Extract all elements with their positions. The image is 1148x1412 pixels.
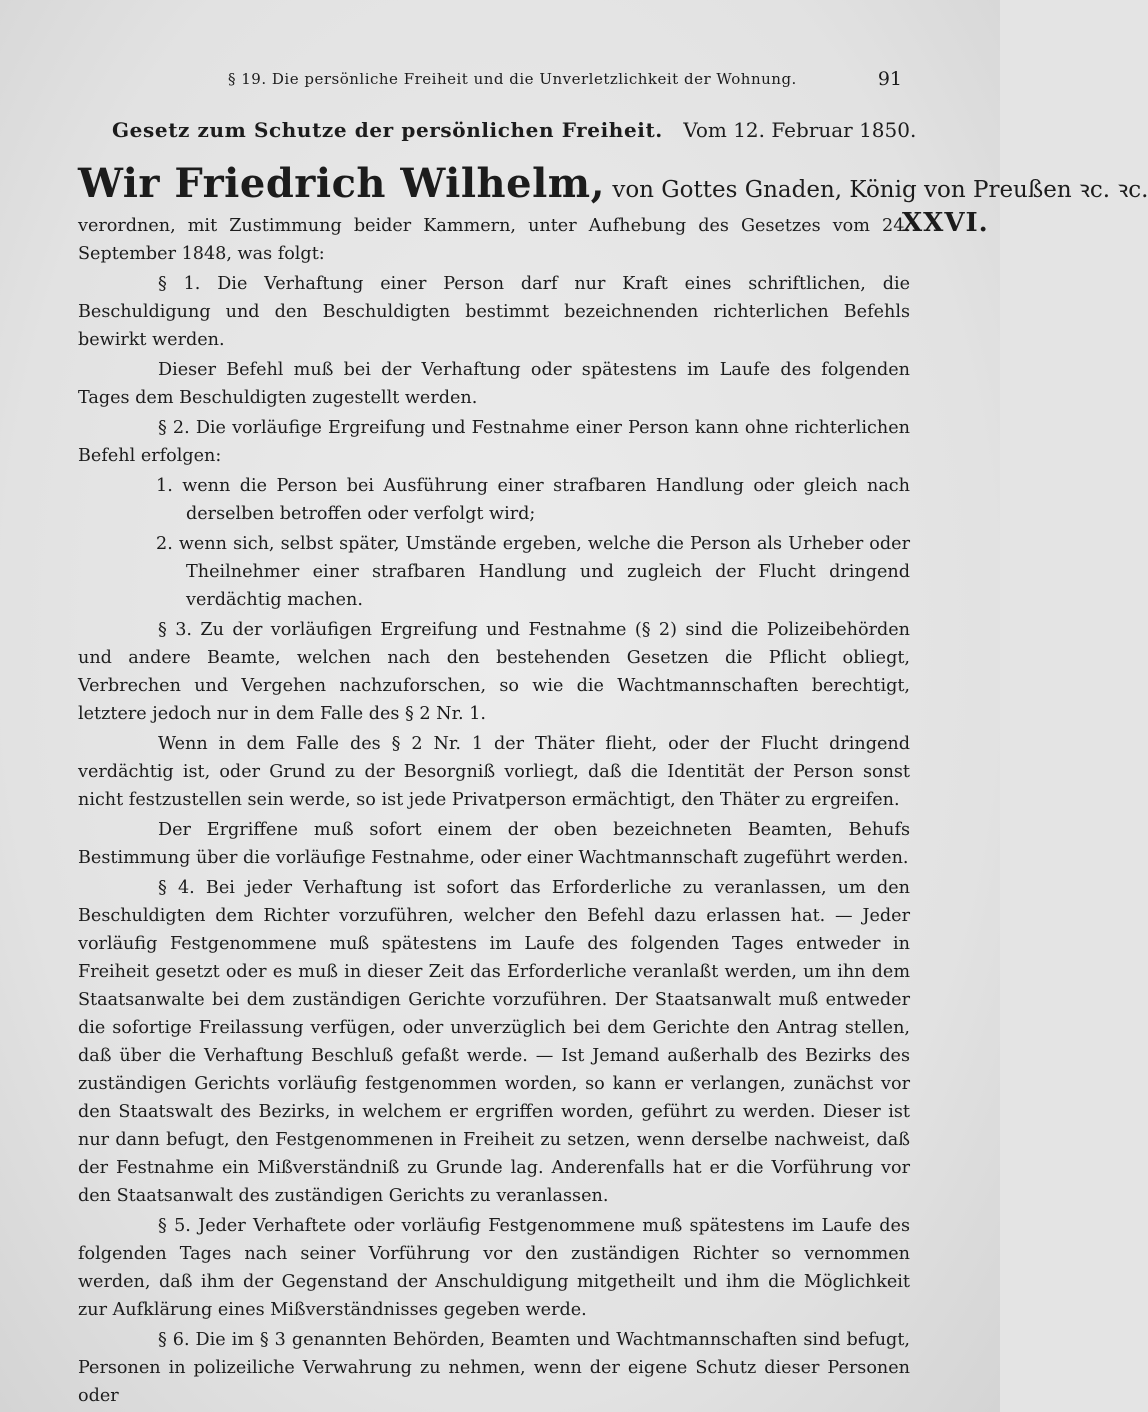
law-title: Gesetz zum Schutze der persönlichen Freiheit. [112,118,663,142]
body-text [78,212,910,1412]
sovereign-style: von Gottes Gnaden, König von Preußen ꝛc. ꝛc. [612,177,1148,203]
margin-note: XXVI. [902,208,989,238]
enacting-formula [78,160,1148,207]
running-header: § 19. Die persönliche Freiheit und die Unverletzlichkeit der Wohnung. [228,70,797,88]
page-number: 91 [877,68,902,90]
preamble-text: verordnen, mit Zustimmung beider Kammern, unter Aufhebung des Gesetzes vom 24. September 1848, was folgt: [78,216,910,264]
law-date: Vom 12. Februar 1850. [683,118,917,142]
paragraph-4: § 4. Bei jeder Verhaftung ist sofort das Erforderliche zu veranlassen, um den Beschuldigten dem Richter vorzuführen, welcher den Befehl dazu erlassen hat. — Jeder vorläufig Festgenommene muß spätestens im Laufe des folgenden Tages entweder in Freiheit gesetzt oder es muß in dieser Zeit das Erforderliche veranlaßt werden, um ihn dem Staatsanwalte bei dem zuständigen Gerichte vorzuführen. Der Staatsanwalt muß entweder die sofortige Freilassung verfügen, oder unverzüglich bei dem Gerichte den Antrag stellen, daß über die Verhaftung Beschluß gefaßt werde. — Ist Jemand außerhalb des Bezirks des zuständigen Gerichts vorläufig festgenommen worden, so kann er verlangen, zunächst vor den Staatswalt des Bezirks, in welchem er ergriffen worden, geführt zu werden. Dieser ist nur dann befugt, den Festgenommenen in Freiheit zu setzen, wenn derselbe nachweist, daß der Festnahme ein Mißverständniß zu Grunde lag. Anderenfalls hat er die Vorführung vor den Staatsanwalt des zuständigen Gerichts zu veranlassen. [78,878,910,1206]
paragraph-2: § 2. Die vorläufige Ergreifung und Festnahme einer Person kann ohne richterlichen Befehl erfolgen: [78,418,910,466]
sovereign-name: Wir Friedrich Wilhelm, [78,160,606,207]
law-title-line [112,118,917,142]
list-item-1: 1. wenn die Person bei Ausführung einer strafbaren Handlung oder gleich nach derselben betroffen oder verfolgt wird; [156,476,910,524]
paragraph-6: § 6. Die im § 3 genannten Behörden, Beamten und Wachtmannschaften sind befugt, Personen in polizeiliche Verwahrung zu nehmen, wenn der eigene Schutz dieser Personen oder [78,1330,910,1406]
paragraph-3: § 3. Zu der vorläufigen Ergreifung und Festnahme (§ 2) sind die Polizeibehörden und andere Beamte, welchen nach den bestehenden Gesetzen die Pflicht obliegt, Verbrechen und Vergehen nachzuforschen, so wie die Wachtmannschaften berechtigt, letztere jedoch nur in dem Falle des § 2 Nr. 1. [78,620,910,724]
paragraph-3-cont-a: Wenn in dem Falle des § 2 Nr. 1 der Thäter flieht, oder der Flucht dringend verdächtig ist, oder Grund zu der Besorgniß vorliegt, daß die Identität der Person sonst nicht festzustellen sein werde, so ist jede Privatperson ermächtigt, den Thäter zu ergreifen. [78,734,910,810]
paragraph-1: § 1. Die Verhaftung einer Person darf nur Kraft eines schriftlichen, die Beschuldigung und den Beschuldigten bestimmt bezeichnenden richterlichen Befehls bewirkt werden. [78,274,910,350]
list-item-2: 2. wenn sich, selbst später, Umstände ergeben, welche die Person als Urheber oder Theilnehmer einer strafbaren Handlung und zugleich der Flucht dringend verdächtig machen. [156,534,910,610]
paragraph-5: § 5. Jeder Verhaftete oder vorläufig Festgenommene muß spätestens im Laufe des folgenden Tages nach seiner Vorführung vor den zuständigen Richter so vernommen werden, daß ihm der Gegenstand der Anschuldigung mitgetheilt und ihm die Möglichkeit zur Aufklärung eines Mißverständnisses gegeben werde. [78,1216,910,1320]
paragraph-3-cont-b: Der Ergriffene muß sofort einem der oben bezeichneten Beamten, Behufs Bestimmung über die vorläufige Festnahme, oder einer Wachtmannschaft zugeführt werden. [78,820,910,868]
paragraph-1-cont: Dieser Befehl muß bei der Verhaftung oder spätestens im Laufe des folgenden Tages dem Beschuldigten zugestellt werden. [78,360,910,408]
